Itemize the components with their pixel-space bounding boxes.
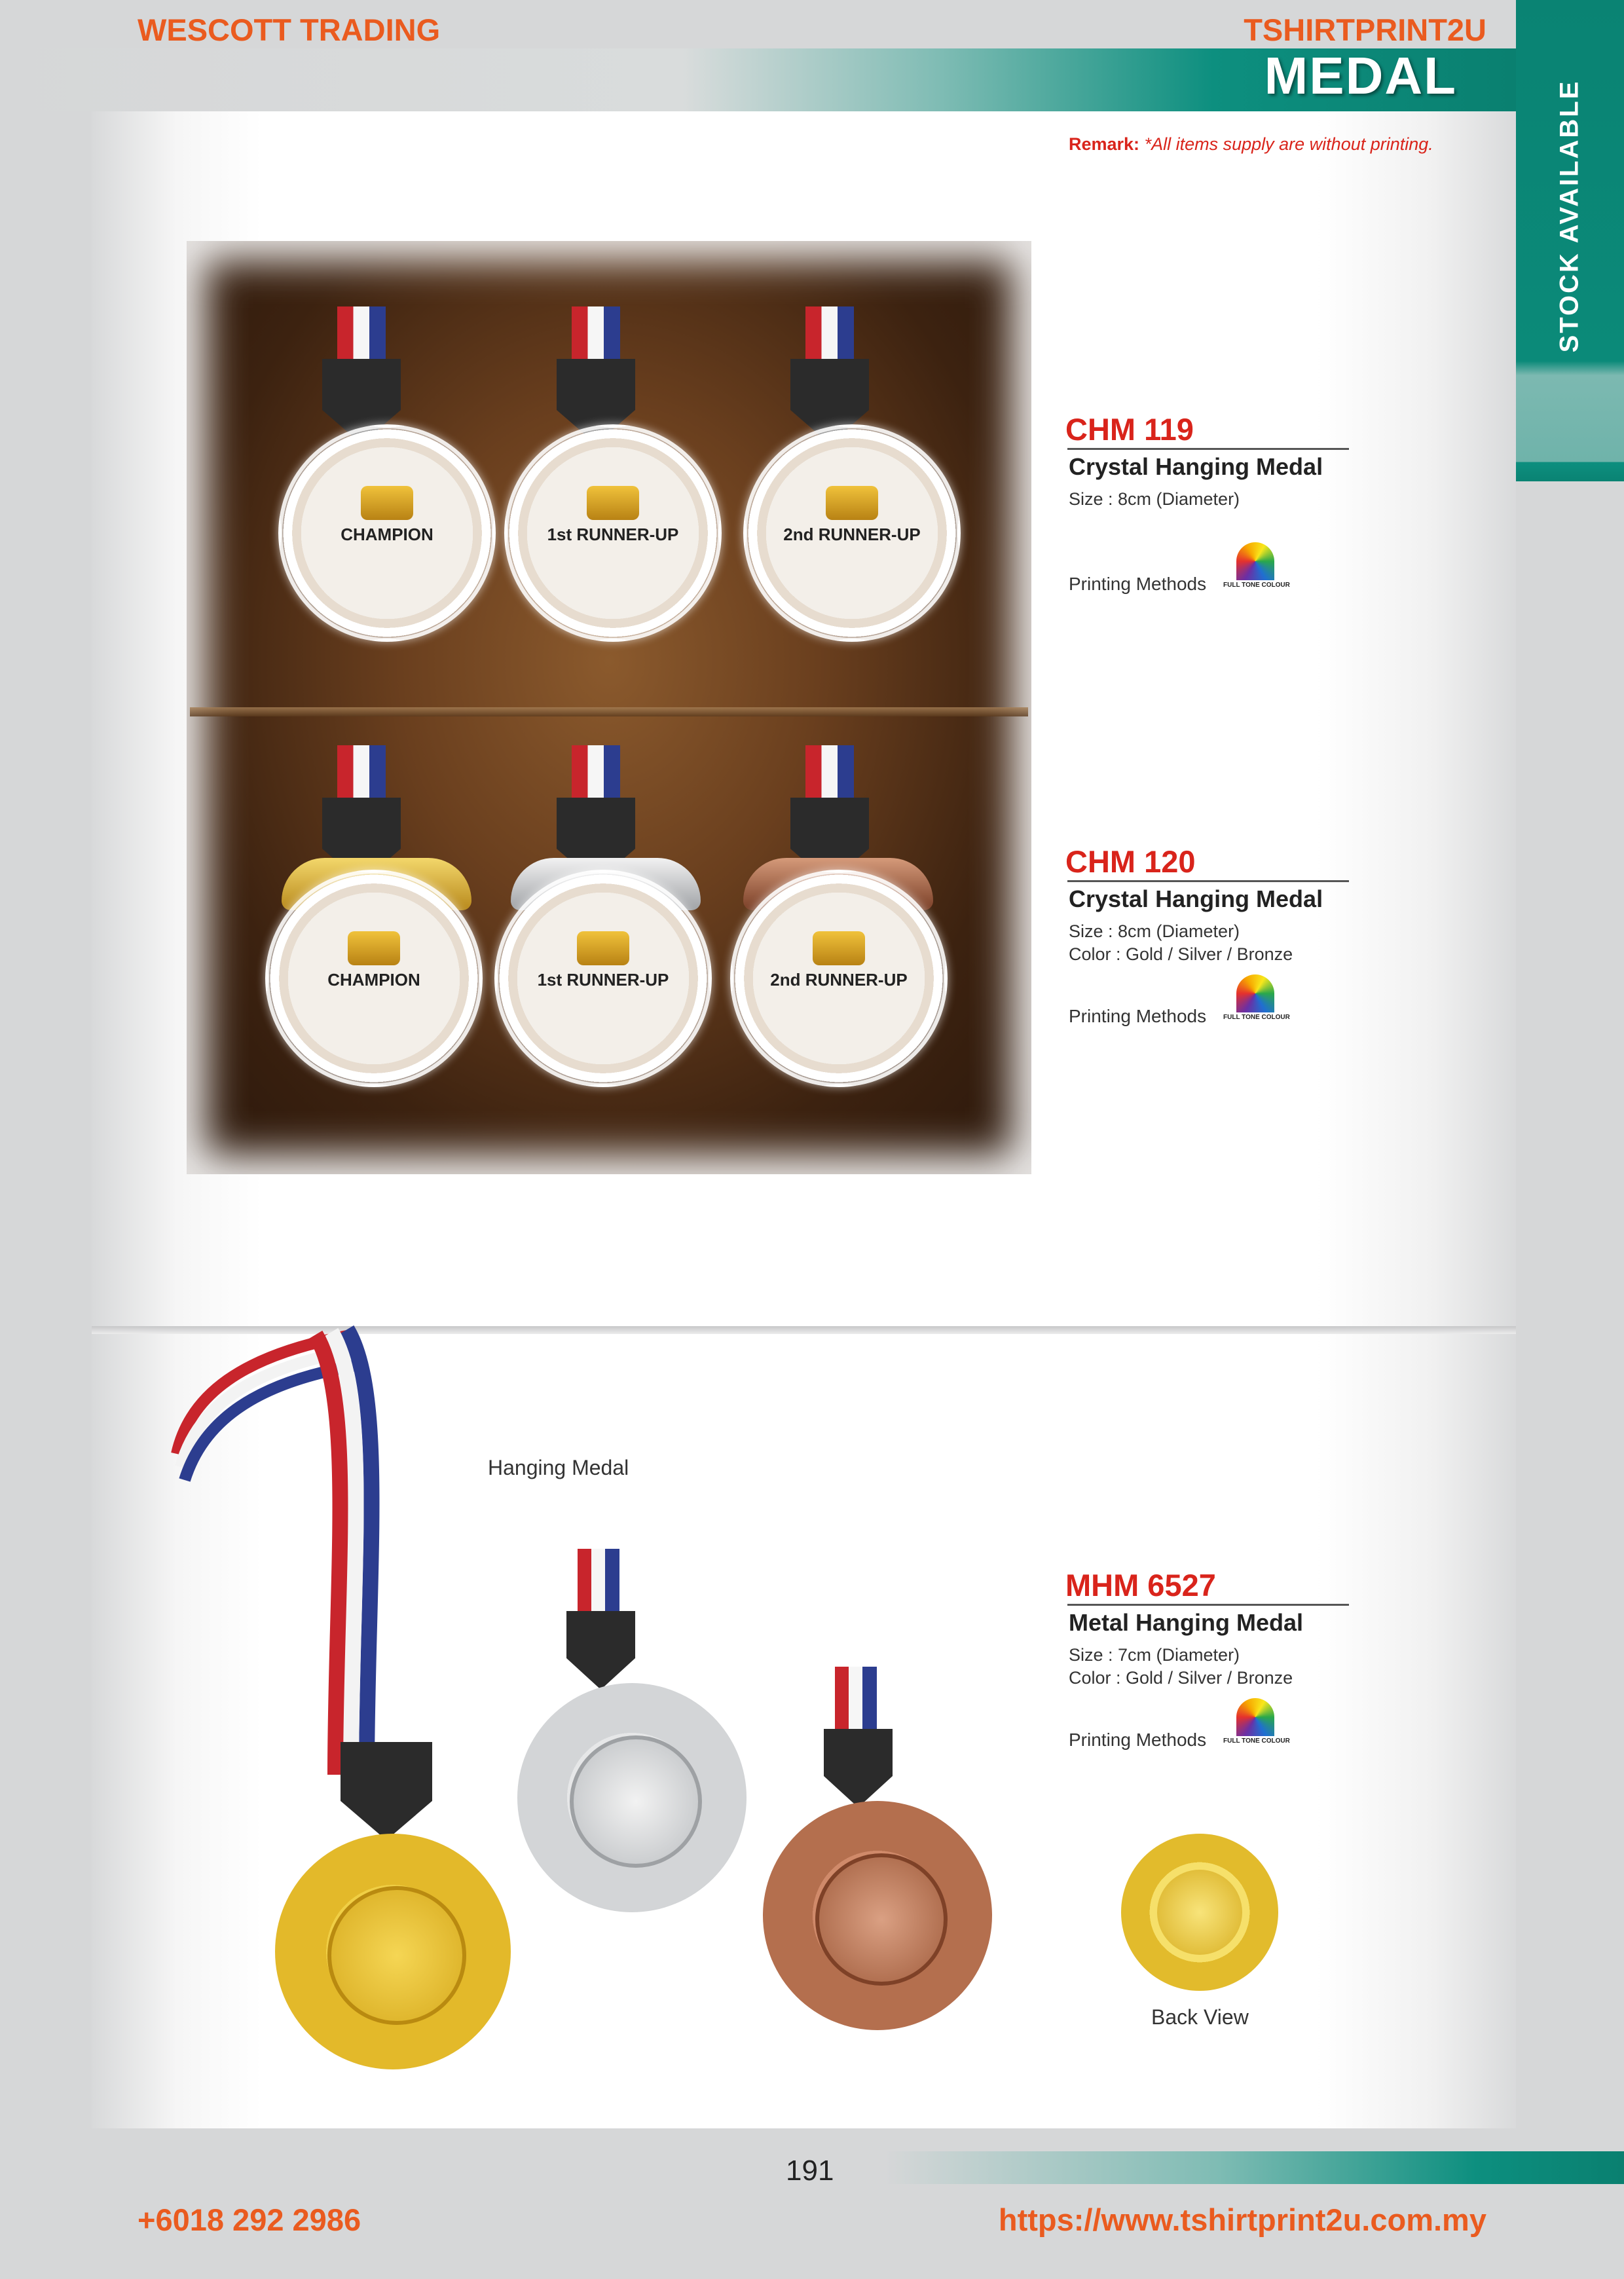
product-rule — [1067, 880, 1349, 882]
side-tab-label: STOCK AVAILABLE — [1555, 79, 1584, 353]
bowling-logo — [348, 931, 400, 965]
bowling-logo — [813, 931, 865, 965]
ribbon — [572, 745, 620, 804]
ribbon — [337, 745, 386, 804]
silver-metal-medal — [517, 1683, 747, 1912]
product-spec: Size : 7cm (Diameter) — [1069, 1645, 1240, 1665]
full-tone-colour-icon: FULL TONE COLOUR — [1223, 1698, 1282, 1751]
website-link[interactable]: https://www.tshirtprint2u.com.my — [998, 2202, 1486, 2237]
crystal-medal-gold — [265, 870, 483, 1087]
product-name: Crystal Hanging Medal — [1069, 885, 1323, 912]
ribbon — [805, 745, 854, 804]
color-fan-icon — [1236, 542, 1274, 580]
back-view-label: Back View — [1151, 2005, 1249, 2029]
medal-insert — [327, 1886, 466, 2025]
medal-rank: 1st RUNNER-UP — [547, 525, 679, 544]
medal-back-center — [1157, 1870, 1242, 1955]
footer-bar — [884, 2151, 1624, 2184]
product-code: CHM 119 — [1065, 412, 1194, 447]
product-spec: Size : 8cm (Diameter) — [1069, 921, 1240, 941]
printing-methods-label: Printing Methods — [1069, 1006, 1207, 1026]
bronze-metal-medal — [763, 1801, 992, 2030]
right-brand: TSHIRTPRINT2U — [1244, 12, 1486, 47]
bowling-logo — [577, 931, 629, 965]
bowling-logo — [587, 486, 639, 520]
remark-text: *All items supply are without printing. — [1144, 134, 1433, 154]
product-rule — [1067, 448, 1349, 450]
color-fan-icon — [1236, 974, 1274, 1012]
medal-rank: 2nd RUNNER-UP — [770, 970, 908, 990]
full-tone-colour-icon: FULL TONE COLOUR — [1223, 974, 1282, 1027]
left-brand: WESCOTT TRADING — [138, 12, 441, 47]
printing-methods-label: Printing Methods — [1069, 574, 1207, 594]
shelf-line — [190, 707, 1028, 716]
long-ribbon — [151, 1316, 491, 1814]
remark-label: Remark: — [1069, 134, 1140, 154]
bowling-logo — [361, 486, 413, 520]
ribbon — [835, 1667, 877, 1739]
color-fan-icon — [1236, 1698, 1274, 1736]
remark — [1069, 134, 1433, 155]
product-name: Crystal Hanging Medal — [1069, 453, 1323, 480]
ribbon — [572, 306, 620, 365]
full-tone-colour-icon: FULL TONE COLOUR — [1223, 542, 1282, 595]
hanging-medal-label: Hanging Medal — [488, 1456, 629, 1479]
ribbon — [805, 306, 854, 365]
gold-metal-medal — [275, 1834, 511, 2069]
product-spec: Color : Gold / Silver / Bronze — [1069, 1668, 1293, 1688]
product-code: CHM 120 — [1065, 844, 1196, 879]
crystal-medal-silver — [494, 870, 712, 1087]
crystal-medal — [504, 424, 722, 642]
page-number: 191 — [786, 2155, 834, 2187]
crystal-medal — [743, 424, 961, 642]
gold-medal-back — [1121, 1834, 1278, 1991]
medal-rank: 2nd RUNNER-UP — [783, 525, 921, 544]
medal-rank: CHAMPION — [341, 525, 434, 544]
crystal-medal-bronze — [730, 870, 948, 1087]
medal-insert — [815, 1853, 948, 1986]
printing-methods-label: Printing Methods — [1069, 1730, 1207, 1750]
product-name: Metal Hanging Medal — [1069, 1609, 1304, 1636]
product-rule — [1067, 1604, 1349, 1606]
ribbon — [337, 306, 386, 365]
medal-rank: 1st RUNNER-UP — [537, 970, 669, 990]
product-spec: Color : Gold / Silver / Bronze — [1069, 944, 1293, 964]
product-spec: Size : 8cm (Diameter) — [1069, 489, 1240, 509]
phone-number[interactable]: +6018 292 2986 — [138, 2202, 361, 2237]
ribbon — [578, 1549, 619, 1621]
product-code: MHM 6527 — [1065, 1568, 1216, 1603]
crystal-medal — [278, 424, 496, 642]
bowling-logo — [826, 486, 878, 520]
medal-rank: CHAMPION — [327, 970, 420, 990]
medal-insert — [570, 1735, 702, 1868]
section-title: MEDAL — [1264, 46, 1457, 105]
